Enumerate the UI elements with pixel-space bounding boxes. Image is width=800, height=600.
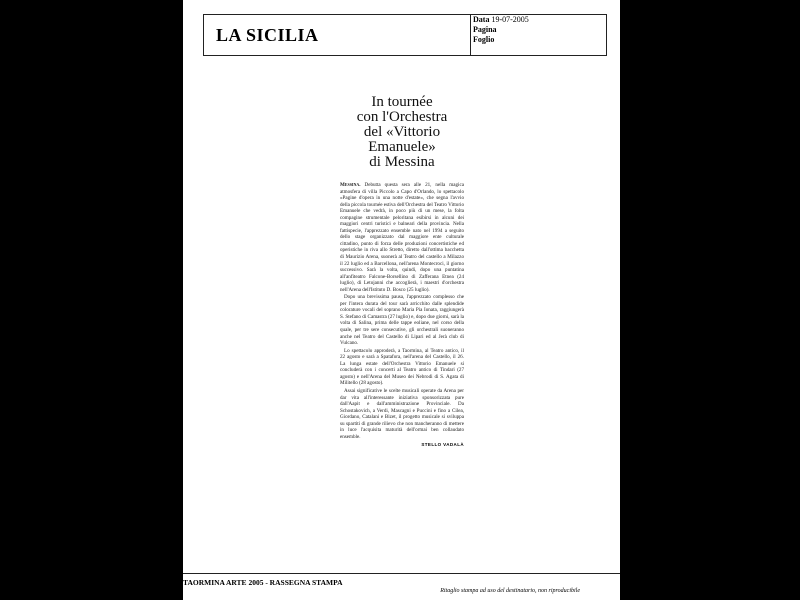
- sheet-label: Foglio: [473, 35, 495, 44]
- headline-line: In tournée: [371, 94, 433, 110]
- sheet-row: [473, 35, 529, 45]
- headline-line: Emanuele»: [368, 139, 436, 155]
- scanned-page: [183, 0, 620, 600]
- footer-source: TAORMINA ARTE 2005 - RASSEGNA STAMPA: [183, 578, 343, 587]
- page-label: Pagina: [473, 25, 497, 34]
- page-row: [473, 25, 529, 35]
- headline-line: di Messina: [369, 154, 435, 170]
- date-value: 19-07-2005: [491, 15, 529, 24]
- dateline: Messina.: [340, 182, 361, 188]
- paragraph: Assai significative le scelte musicali operate da Arena per dar vita all'interessante iniziativa sponsorizzata pure dall'Aapit e dall'amministrazione Provinciale. Da Schostakovich, a Verdi, Mascagni e Puccini e fino a Cilea, Giordano, Catalani e Bizet, il progetto musicale si sviluppa su spartiti di grande rilievo che non mancheranno di mettere in luce l'acquisita maturità dell'ormai ben collaudato ensemble.: [340, 387, 464, 440]
- paragraph: Dopo una brevissima pausa, l'apprezzato complesso che per l'intera durata del tour sarà arricchito dalle splendide colorature vocali del soprano Maria Pia Ionata, raggiungerà S. Stefano di Camastra (27 luglio) e, dopo due giorni, sarà la volta di Salina, prima delle tappe eoliane, nel corso della quale, per tre sere consecutive, gli orchestrali suoneranno anche nel Teatro del Castello di Lipari ed al Jerà club di Vulcano.: [340, 294, 464, 347]
- article: [340, 95, 464, 447]
- byline: STELLO VADALÀ: [421, 442, 464, 448]
- headline: [340, 95, 464, 170]
- paragraph-text: Debutta questa sera alle 21, nella magica atmosfera di villa Piccolo a Capo d'Orlando, lo spettacolo «Pagine d'opera in una notte d'estate», che segna l'avvio della piccola tournée estiva dell'Orchestra del Teatro Vittorio Emanuele che vedrà, in poco più di un mese, la folta compagine strumentale peloritana esibirsi in alcuni dei maggiori centri turistici e balneari della provincia. Nella fattispecie, l'apprezzato ensemble nato nel 1994 a seguito dello stage organizzato dal maggiore ente culturale cittadino, punto di forza delle produzioni concertistiche ed operistiche in riva allo Stretto, diretto dall'ottima bacchetta di Maurizio Arena, suonerà al Teatro del castello a Milazzo il 22 luglio ed a Barcellona, nell'arena Montecroci, il giorno successivo. Sarà la volta, quindi, dopo una puntatina all'anfiteatro Falcone-Borsellino di Zafferana Etnea (24 luglio), di Letojanni che accoglierà, i maestri d'orchestra nell'Arena dell'Istituto D. Bosco (25 luglio).: [340, 182, 464, 293]
- paragraph: Lo spettacolo approderà, a Taormina, al Teatro antico, il 22 agosto e sarà a Spatafora, nell'arena del Castello, il 26. La lunga estate dell'Orchestra Vittorio Emanuele si concluderà con i concerti al Teatro antico di Tindari (27 agosto) e nell'Arena del Museo dei Nebrodi di S. Agata di Militello (28 agosto).: [340, 347, 464, 387]
- meta-column: [470, 15, 529, 55]
- header-box: [203, 14, 607, 56]
- footer-notice: Ritaglio stampa ad uso del destinatario, non riproducibile: [440, 588, 580, 594]
- headline-line: con l'Orchestra: [356, 109, 448, 125]
- article-body: [340, 182, 464, 440]
- masthead: LA SICILIA: [216, 25, 319, 45]
- date-row: [473, 15, 529, 25]
- date-label: Data: [473, 15, 490, 24]
- footer-divider: [183, 573, 620, 574]
- paragraph: [340, 182, 464, 293]
- headline-line: del «Vittorio: [363, 124, 441, 140]
